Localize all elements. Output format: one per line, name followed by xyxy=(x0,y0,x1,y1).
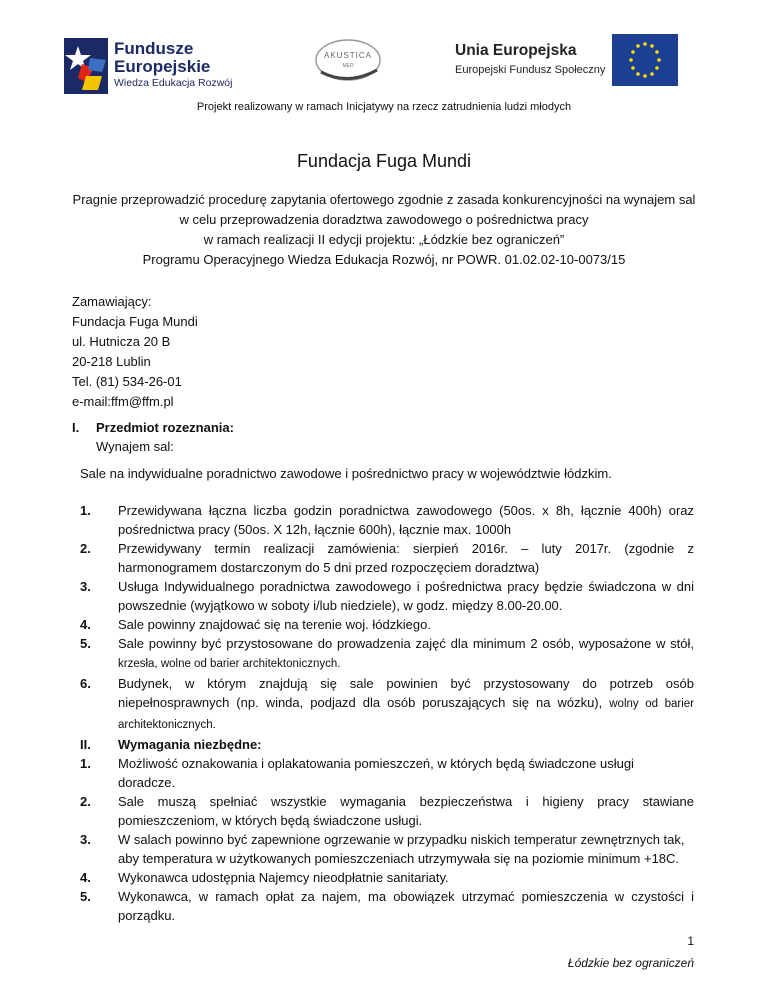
footer-project-name: Łódzkie bez ograniczeń xyxy=(567,956,694,970)
section-title: Przedmiot rozeznania: xyxy=(96,420,234,435)
section-2-heading xyxy=(80,735,262,754)
project-tagline: Projekt realizowany w ramach Inicjatywy na rzecz zatrudnienia ludzi młodych xyxy=(196,101,572,113)
list-item: 5. Wykonawca, w ramach opłat za najem, ma obowiązek utrzymać pomieszczenia w czystości i porządku. xyxy=(80,889,694,923)
ue-title: Unia Europejska xyxy=(455,42,577,59)
orderer-email: e-mail:ffm@ffm.pl xyxy=(72,394,174,409)
list-item: 3. Usługa Indywidualnego poradnictwa zawodowego i pośrednictwa pracy będzie świadczona w dni powszednie (wyjątkowo w soboty i/lub niedziele), w godz. między 8.00-20.00. xyxy=(80,579,694,613)
orderer-phone: Tel. (81) 534-26-01 xyxy=(72,374,182,389)
list-item: 2. Sale muszą spełniać wszystkie wymagania bezpieczeństwa i higieny pracy stawiane pomieszczeniom, w których będą świadczone usługi. xyxy=(80,794,694,828)
eu-flag-icon xyxy=(612,34,678,86)
list-item: 5. Sale powinny być przystosowane do prowadzenia zajęć dla minimum 2 osób, wyposażone w stół, krzesła, wolne od barier architektonicznych. xyxy=(80,636,694,670)
orderer-name: Fundacja Fuga Mundi xyxy=(72,314,198,329)
ue-subtitle: Europejski Fundusz Społeczny xyxy=(455,64,606,76)
orderer-city: 20-218 Lublin xyxy=(72,354,151,369)
section-1-list xyxy=(80,501,694,735)
section-number: I. xyxy=(72,420,80,435)
ue-logo-text xyxy=(455,42,605,76)
intro-line: Programu Operacyjnego Wiedza Edukacja Rozwój, nr POWR. 01.02.02-10-0073/15 xyxy=(142,252,626,267)
section-number: II. xyxy=(80,737,91,752)
intro-line: w celu przeprowadzenia doradztwa zawodowego o pośrednictwa pracy xyxy=(179,212,589,227)
intro-paragraph xyxy=(64,190,704,270)
fe-line-1: Fundusze xyxy=(114,39,194,58)
section-sub: Wynajem sal: xyxy=(96,439,174,454)
list-item: 4. Sale powinny znajdować się na terenie woj. łódzkiego. xyxy=(80,617,431,632)
list-item: 3. W salach powinno być zapewnione ogrzewanie w przypadku niskich temperatur zewnętrznych tak, aby temperatura w użytkowanych pomieszczeniach utrzymywała się na poziomie minimum +18C. xyxy=(80,832,685,866)
list-item: 2. Przewidywany termin realizacji zamówienia: sierpień 2016r. – luty 2017r. (zgodnie z harmonogramem dostarczonym do 5 dni przed rozpoczęciem doradztwa) xyxy=(80,541,694,575)
list-item: 4. Wykonawca udostępnia Najemcy nieodpłatnie sanitariaty. xyxy=(80,870,449,885)
svg-text:MED: MED xyxy=(342,63,354,69)
fundusze-europejskie-logo xyxy=(64,38,234,94)
orderer-street: ul. Hutnicza 20 B xyxy=(72,334,171,349)
intro-line: Pragnie przeprowadzić procedurę zapytania ofertowego zgodnie z zasada konkurencyjności na wynajem sal xyxy=(72,192,696,207)
list-item: 1. Możliwość oznakowania i oplakatowania pomieszczeń, w których będą świadczone usługi doradcze. xyxy=(80,756,634,790)
fe-line-3: Wiedza Edukacja Rozwój xyxy=(114,77,233,89)
orderer-label: Zamawiający: xyxy=(72,294,152,309)
section-2-list xyxy=(80,754,694,925)
fe-line-2: Europejskie xyxy=(114,57,211,76)
svg-text:AKUSTICA: AKUSTICA xyxy=(323,51,373,60)
document-title: Fundacja Fuga Mundi xyxy=(296,151,472,171)
page-number: 1 xyxy=(687,934,694,948)
section-1-lead: Sale na indywidualne poradnictwo zawodowe i pośrednictwo pracy w województwie łódzkim. xyxy=(80,466,612,481)
section-1-heading xyxy=(72,418,234,456)
intro-line: w ramach realizacji II edycji projektu: „Łódzkie bez ograniczeń” xyxy=(203,232,565,247)
list-item: 1. Przewidywana łączna liczba godzin poradnictwa zawodowego (50os. x 8h, łącznie 400h) oraz pośrednictwa pracy (50os. X 12h, łącznie 600h), łącznie max. 1000h xyxy=(80,503,694,537)
akustica-med-logo xyxy=(303,36,393,88)
fe-star-icon xyxy=(64,38,108,94)
list-item: 6. Budynek, w którym znajdują się sale powinien być przystosowany do potrzeb osób niepełnosprawnych (np. winda, podjazd dla osób poruszających się na wózku), wolny od barier architektonicznych. xyxy=(80,676,694,731)
section-title: Wymagania niezbędne: xyxy=(118,737,262,752)
orderer-block xyxy=(72,292,198,412)
header-logos xyxy=(0,0,768,100)
